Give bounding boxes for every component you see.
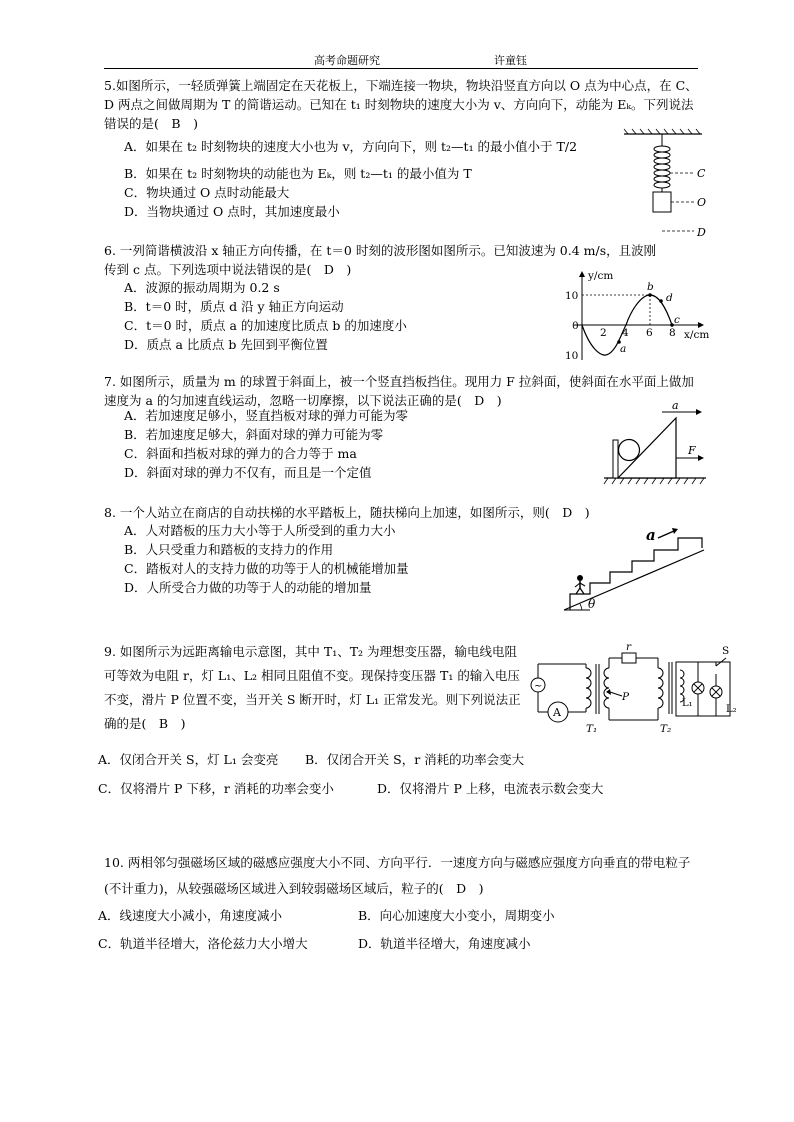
q5-spring-figure [622, 128, 714, 240]
q10-option-c: C．轨道半径增大，洛伦兹力大小增大 [98, 936, 308, 951]
q6-y-bottom: 10 [565, 350, 579, 362]
q8-label-theta: θ [588, 597, 596, 611]
q8-label-a: a [646, 526, 656, 544]
q8-option-d: D．人所受合力做的功等于人的动能的增加量 [124, 580, 372, 595]
q9-ac-symbol: ~ [534, 681, 543, 692]
q9-option-c: C．仅将滑片 P 下移，r 消耗的功率会变小 [98, 781, 334, 796]
q7-option-b: B．若加速度足够大，斜面对球的弹力可能为零 [124, 427, 384, 442]
q6-option-a: A．波源的振动周期为 0.2 s [124, 280, 280, 295]
q5-option-b: B．如果在 t₂ 时刻物块的动能也为 Eₖ，则 t₂—t₁ 的最小值为 T [124, 166, 472, 181]
q6-option-b: B．t＝0 时，质点 d 沿 y 轴正方向运动 [124, 299, 344, 314]
q5-option-d: D．当物块通过 O 点时，其加速度最小 [124, 204, 340, 219]
q6-x8: 8 [669, 327, 676, 339]
q7-option-c: C．斜面和挡板对球的弹力的合力等于 ma [124, 446, 357, 461]
q9-ammeter: A [553, 706, 561, 719]
q6-x6: 6 [646, 327, 653, 339]
q6-xlabel: x/cm [684, 329, 710, 341]
q6-x2: 2 [600, 327, 607, 339]
q6-ylabel: y/cm [588, 270, 614, 282]
q9-label-l1: L₁ [682, 698, 693, 709]
q8-option-a: A．人对踏板的压力大小等于人所受到的重力大小 [124, 523, 396, 538]
q7-stem: 7. 如图所示，质量为 m 的球置于斜面上，被一个竖直挡板挡住。现用力 F 拉斜面，使斜面在水平面上做加速度为 a 的匀加速直线运动，忽略一切摩擦，以下说法正确的是( D ) [104, 374, 694, 408]
q7-label-f: F [688, 444, 696, 457]
q5-stem: 5.如图所示，一轻质弹簧上端固定在天花板上，下端连接一物块，物块沿竖直方向以 O 点为中心点，在 C、D 两点之间做周期为 T 的简谐运动。已知在 t₁ 时刻物块的速度大小为 v、方向向下，动能为 Eₖ。下列说法错误的是( B ) [104, 78, 698, 131]
q6-option-d: D．质点 a 比质点 b 先回到平衡位置 [124, 337, 328, 352]
q6-point-c: c [674, 314, 680, 326]
q5-label-c: C [697, 167, 706, 180]
q6-x4: 4 [622, 327, 629, 339]
q8-option-c: C．踏板对人的支持力做的功等于人的机械能增加量 [124, 561, 409, 576]
q6-stem: 6. 一列简谐横波沿 x 轴正方向传播，在 t＝0 时刻的波形图如图所示。已知波速为 0.4 m/s，且波刚传到 c 点。下列选项中说法错误的是( D ) [104, 243, 657, 277]
q9-label-t1: T₁ [586, 723, 598, 735]
q9-label-r: r [626, 641, 632, 653]
header-left: 高考命题研究 [314, 54, 380, 67]
q9-option-a: A．仅闭合开关 S，灯 L₁ 会变亮 [98, 752, 279, 767]
q8-option-b: B．人只受重力和踏板的支持力的作用 [124, 542, 334, 557]
q10-stem: 10. 两相邻匀强磁场区域的磁感应强度大小不同、方向平行．一速度方向与磁感应强度方向垂直的带电粒子(不计重力)，从较强磁场区域进入到较弱磁场区域后，粒子的( D ) [104, 855, 691, 896]
q6-point-b: b [647, 281, 654, 293]
q9-option-d: D．仅将滑片 P 上移，电流表示数会变大 [377, 781, 604, 796]
q10-option-b: B．向心加速度大小变小，周期变小 [358, 908, 555, 923]
q9-label-t2: T₂ [660, 723, 672, 735]
q5-option-a: A．如果在 t₂ 时刻物块的速度大小也为 v，方向向下，则 t₂—t₁ 的最小值小于 T/2 [124, 139, 578, 154]
q10-option-d: D．轨道半径增大，角速度减小 [358, 936, 531, 951]
q6-option-c: C．t＝0 时，质点 a 的加速度比质点 b 的加速度小 [124, 318, 407, 333]
q8-escalator-figure [560, 524, 710, 612]
q7-label-a: a [672, 399, 679, 412]
q9-transmission-figure [530, 640, 744, 740]
q6-y-zero: 0 [572, 320, 579, 332]
q9-option-b: B．仅闭合开关 S，r 消耗的功率会变大 [305, 752, 525, 767]
q6-point-a: a [620, 343, 627, 355]
q8-stem: 8. 一个人站立在商店的自动扶梯的水平踏板上，随扶梯向上加速，如图所示，则( D ) [104, 505, 590, 520]
q9-label-l2: L₂ [726, 704, 737, 715]
q5-label-d: D [697, 226, 706, 239]
q6-y-top: 10 [565, 290, 579, 302]
q9-label-p: P [622, 691, 630, 703]
q9-stem: 9. 如图所示为远距离输电示意图，其中 T₁、T₂ 为理想变压器，输电线电阻可等效为电阻 r，灯 L₁、L₂ 相同且阻值不变。现保持变压器 T₁ 的输入电压不变，滑片 P 位置不变，当开关 S 断开时，灯 L₁ 正常发光。则下列说法正确的是( B ) [104, 644, 521, 731]
q6-wave-figure [560, 268, 710, 364]
page-header [104, 52, 698, 69]
q7-incline-figure [602, 398, 712, 490]
header-right: 许童钰 [494, 54, 527, 67]
q10-option-a: A．线速度大小减小，角速度减小 [98, 908, 283, 923]
q5-option-c: C．物块通过 O 点时动能最大 [124, 185, 290, 200]
q9-label-s: S [722, 645, 730, 657]
q7-option-d: D．斜面对球的弹力不仅有，而且是一个定值 [124, 465, 372, 480]
q7-option-a: A．若加速度足够小，竖直挡板对球的弹力可能为零 [124, 408, 409, 423]
q5-label-o: O [697, 196, 707, 209]
q6-point-d: d [666, 292, 673, 304]
